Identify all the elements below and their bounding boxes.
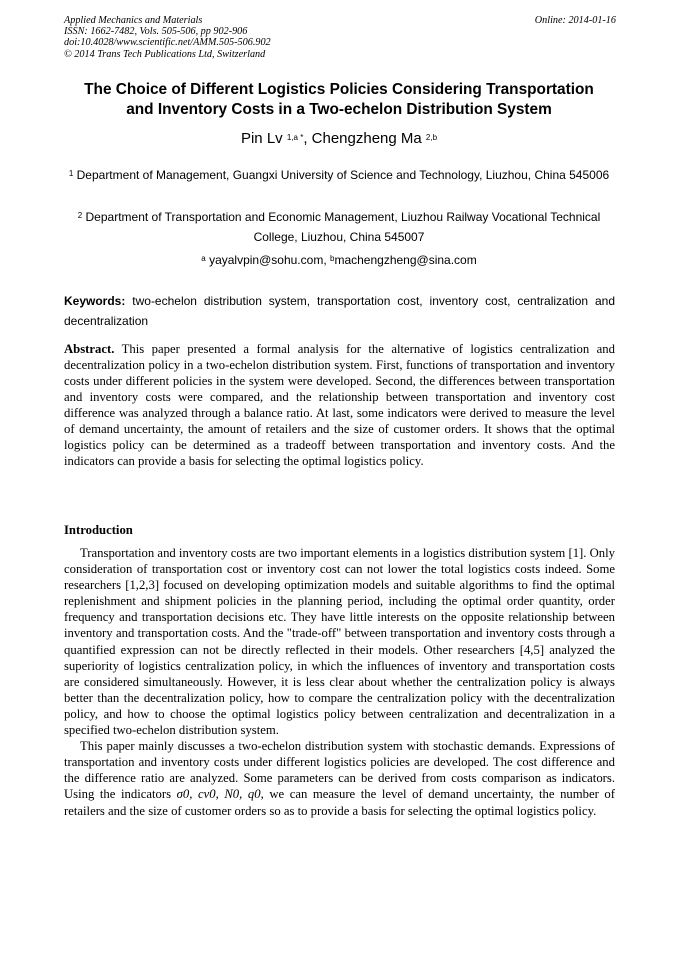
affiliation-2 <box>62 207 616 247</box>
author-list <box>60 129 618 149</box>
paragraph-2-text-start: This paper mainly discusses a two-echelon distribution system with stochastic demands. Expressions of transportation and inventory costs under different logistics policies are developed. The cost difference and the difference ratio are analyzed. Some parameters can be derived from costs comparison as indicators. Using the indicators <box>64 739 615 802</box>
author-1-affil-mark: 1,a * <box>286 133 304 142</box>
introduction-body <box>64 545 615 819</box>
keywords-text: two-echelon distribution system, transportation cost, inventory cost, centralization and decentralization <box>64 294 615 328</box>
abstract-section <box>64 342 615 470</box>
introduction-heading: Introduction <box>64 523 133 537</box>
author-separator: , <box>303 130 312 147</box>
issn-line: ISSN: 1662-7482, Vols. 505-506, pp 902-906 <box>64 26 248 38</box>
affiliation-1-mark: 1 <box>68 169 74 178</box>
paragraph-2-text-end: , we can measure the level of demand uncertainty, the number of retailers and the size of customer orders so as to provide a basis for selecting the optimal logistics policy. <box>64 787 615 818</box>
affiliation-1 <box>62 165 616 185</box>
author-emails <box>60 250 618 270</box>
abstract-text: This paper presented a formal analysis for the alternative of logistics centralization and decentralization policy in a two-echelon distribution system. First, functions of transportation and inventory costs under different policies in the system were developed. Second, the differences between transportation and inventory costs were compared, and the relationship between transportation and inventory cost difference was analyzed through a balance ratio. At last, some indicators were derived to measure the level of demand uncertainty, the amount of retailers and the size of customer orders. It shows that the optimal logistics policy can be determined as a tradeoff between transportation and inventory costs. And the indicators can provide a basis for selecting the optimal logistics policy. <box>64 342 615 468</box>
affiliation-1-text: Department of Management, Guangxi University of Science and Technology, Liuzhou, China 545006 <box>76 168 610 182</box>
introduction-paragraph-1: Transportation and inventory costs are two important elements in a logistics distribution system [1]. Only consideration of transportation cost or inventory cost can not lower the total logistics costs indeed. Some researchers [1,2,3] focused on developing optimization models and suitable algorithms to find the optimal replenishment and shipment policies in the planning period, including the optimal order quantity, order frequency and transportation decisions etc. They have little interests on the opposite relationship between inventory and transportation costs. And the "trade-off" between transportation and inventory costs through a quantified expression can not be directly reflected in their models. Other researchers [4,5] analyzed the superiority of logistics centralization policy, in which the influences of inventory and transportation costs are considered simultaneously. However, it is less clear about whether the centralization policy is always better than the decentralization policy, how to compare the centralization policy with the decentralization policy, and how to choose the optimal logistics policy between centralization and decentralization in a specified two-echelon distribution system. <box>64 546 615 738</box>
title-line-2: and Inventory Costs in a Two-echelon Distribution System <box>126 101 552 118</box>
email-a: yayalvpin@sohu.com, <box>209 253 327 267</box>
journal-header <box>64 15 616 60</box>
author-2-name: Chengzheng Ma <box>311 130 422 147</box>
affiliation-2-mark: 2 <box>77 211 83 220</box>
email-b-mark: b <box>330 254 335 263</box>
indicator-symbols: σ0, cv0, N0, q0 <box>176 787 261 802</box>
doi-line: doi:10.4028/www.scientific.net/AMM.505-506.902 <box>64 37 271 49</box>
abstract-label: Abstract. <box>64 342 115 356</box>
introduction-paragraph-2 <box>64 738 615 818</box>
keywords-label: Keywords: <box>64 294 126 308</box>
journal-name: Applied Mechanics and Materials <box>64 15 203 26</box>
email-a-mark: a <box>201 254 206 263</box>
online-date: Online: 2014-01-16 <box>534 15 616 26</box>
copyright-line: © 2014 Trans Tech Publications Ltd, Switzerland <box>64 48 266 60</box>
author-2-affil-mark: 2,b <box>425 133 438 142</box>
email-b: machengzheng@sina.com <box>334 253 477 267</box>
title-line-1: The Choice of Different Logistics Policies Considering Transportation <box>84 81 594 98</box>
affiliation-2-text: Department of Transportation and Economic Management, Liuzhou Railway Vocational Technical College, Liuzhou, China 545007 <box>85 210 601 244</box>
author-1-name: Pin Lv <box>240 130 283 147</box>
keywords-section <box>64 291 615 331</box>
paper-title <box>60 80 618 120</box>
